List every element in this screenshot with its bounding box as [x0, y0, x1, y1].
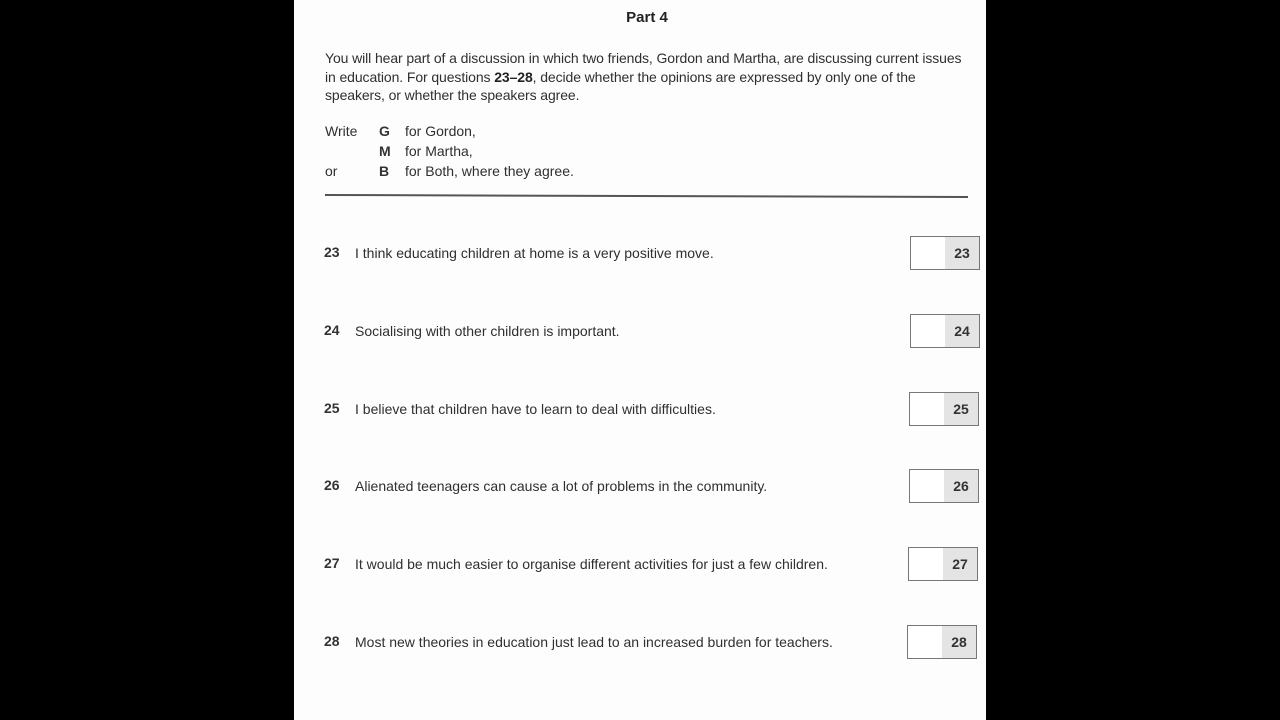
legend-prefix: Write	[325, 123, 358, 139]
legend-desc: for Gordon,	[405, 123, 476, 139]
answer-box-label: 23	[945, 237, 979, 269]
legend-code: M	[379, 143, 391, 159]
question-row	[322, 318, 972, 354]
answer-input[interactable]	[911, 315, 946, 347]
exam-page	[294, 0, 986, 720]
legend-code: G	[379, 123, 390, 139]
legend-desc: for Both, where they agree.	[405, 163, 574, 179]
page-title: Part 4	[626, 9, 668, 26]
answer-input[interactable]	[909, 548, 944, 580]
question-row	[322, 473, 972, 509]
question-text: Alienated teenagers can cause a lot of problems in the community.	[355, 478, 768, 494]
legend-desc: for Martha,	[405, 143, 473, 159]
question-number: 28	[324, 633, 340, 649]
question-number: 23	[324, 244, 340, 260]
answer-box-label: 24	[945, 315, 979, 347]
answer-box	[909, 469, 979, 503]
question-text: It would be much easier to organise different activities for just a few children.	[355, 556, 828, 572]
question-number: 25	[324, 400, 340, 416]
answer-input[interactable]	[910, 470, 945, 502]
answer-input[interactable]	[910, 393, 945, 425]
instructions	[325, 49, 975, 105]
divider	[325, 194, 968, 198]
answer-box	[908, 547, 978, 581]
question-text: Most new theories in education just lead to an increased burden for teachers.	[355, 634, 833, 650]
question-row	[322, 629, 972, 665]
answer-box	[907, 625, 977, 659]
question-text: Socialising with other children is important.	[355, 323, 620, 339]
legend-code: B	[379, 163, 390, 179]
answer-input[interactable]	[911, 237, 946, 269]
question-range: 23–28	[494, 68, 533, 85]
answer-box	[909, 392, 979, 426]
answer-box-label: 27	[943, 548, 977, 580]
question-number: 24	[324, 322, 340, 338]
legend-prefix: or	[325, 163, 338, 179]
answer-box	[910, 314, 980, 348]
question-number: 26	[324, 477, 340, 493]
question-text: I believe that children have to learn to deal with difficulties.	[355, 401, 716, 417]
question-text: I think educating children at home is a very positive move.	[355, 245, 714, 261]
answer-box-label: 26	[944, 470, 978, 502]
question-number: 27	[324, 555, 340, 571]
instructions-text-1: You will hear part of a discussion in which two friends, Gordon and Martha, are discussing current issues in education. For questions	[325, 50, 962, 85]
answer-box	[910, 236, 980, 270]
question-row	[322, 240, 972, 276]
answer-input[interactable]	[908, 626, 943, 658]
instructions-text-2: , decide whether the opinions are expressed by only one of the speakers, or whether the speakers agree.	[325, 68, 916, 103]
answer-box-label: 25	[944, 393, 978, 425]
question-row	[322, 551, 972, 587]
answer-box-label: 28	[942, 626, 976, 658]
question-row	[322, 396, 972, 432]
